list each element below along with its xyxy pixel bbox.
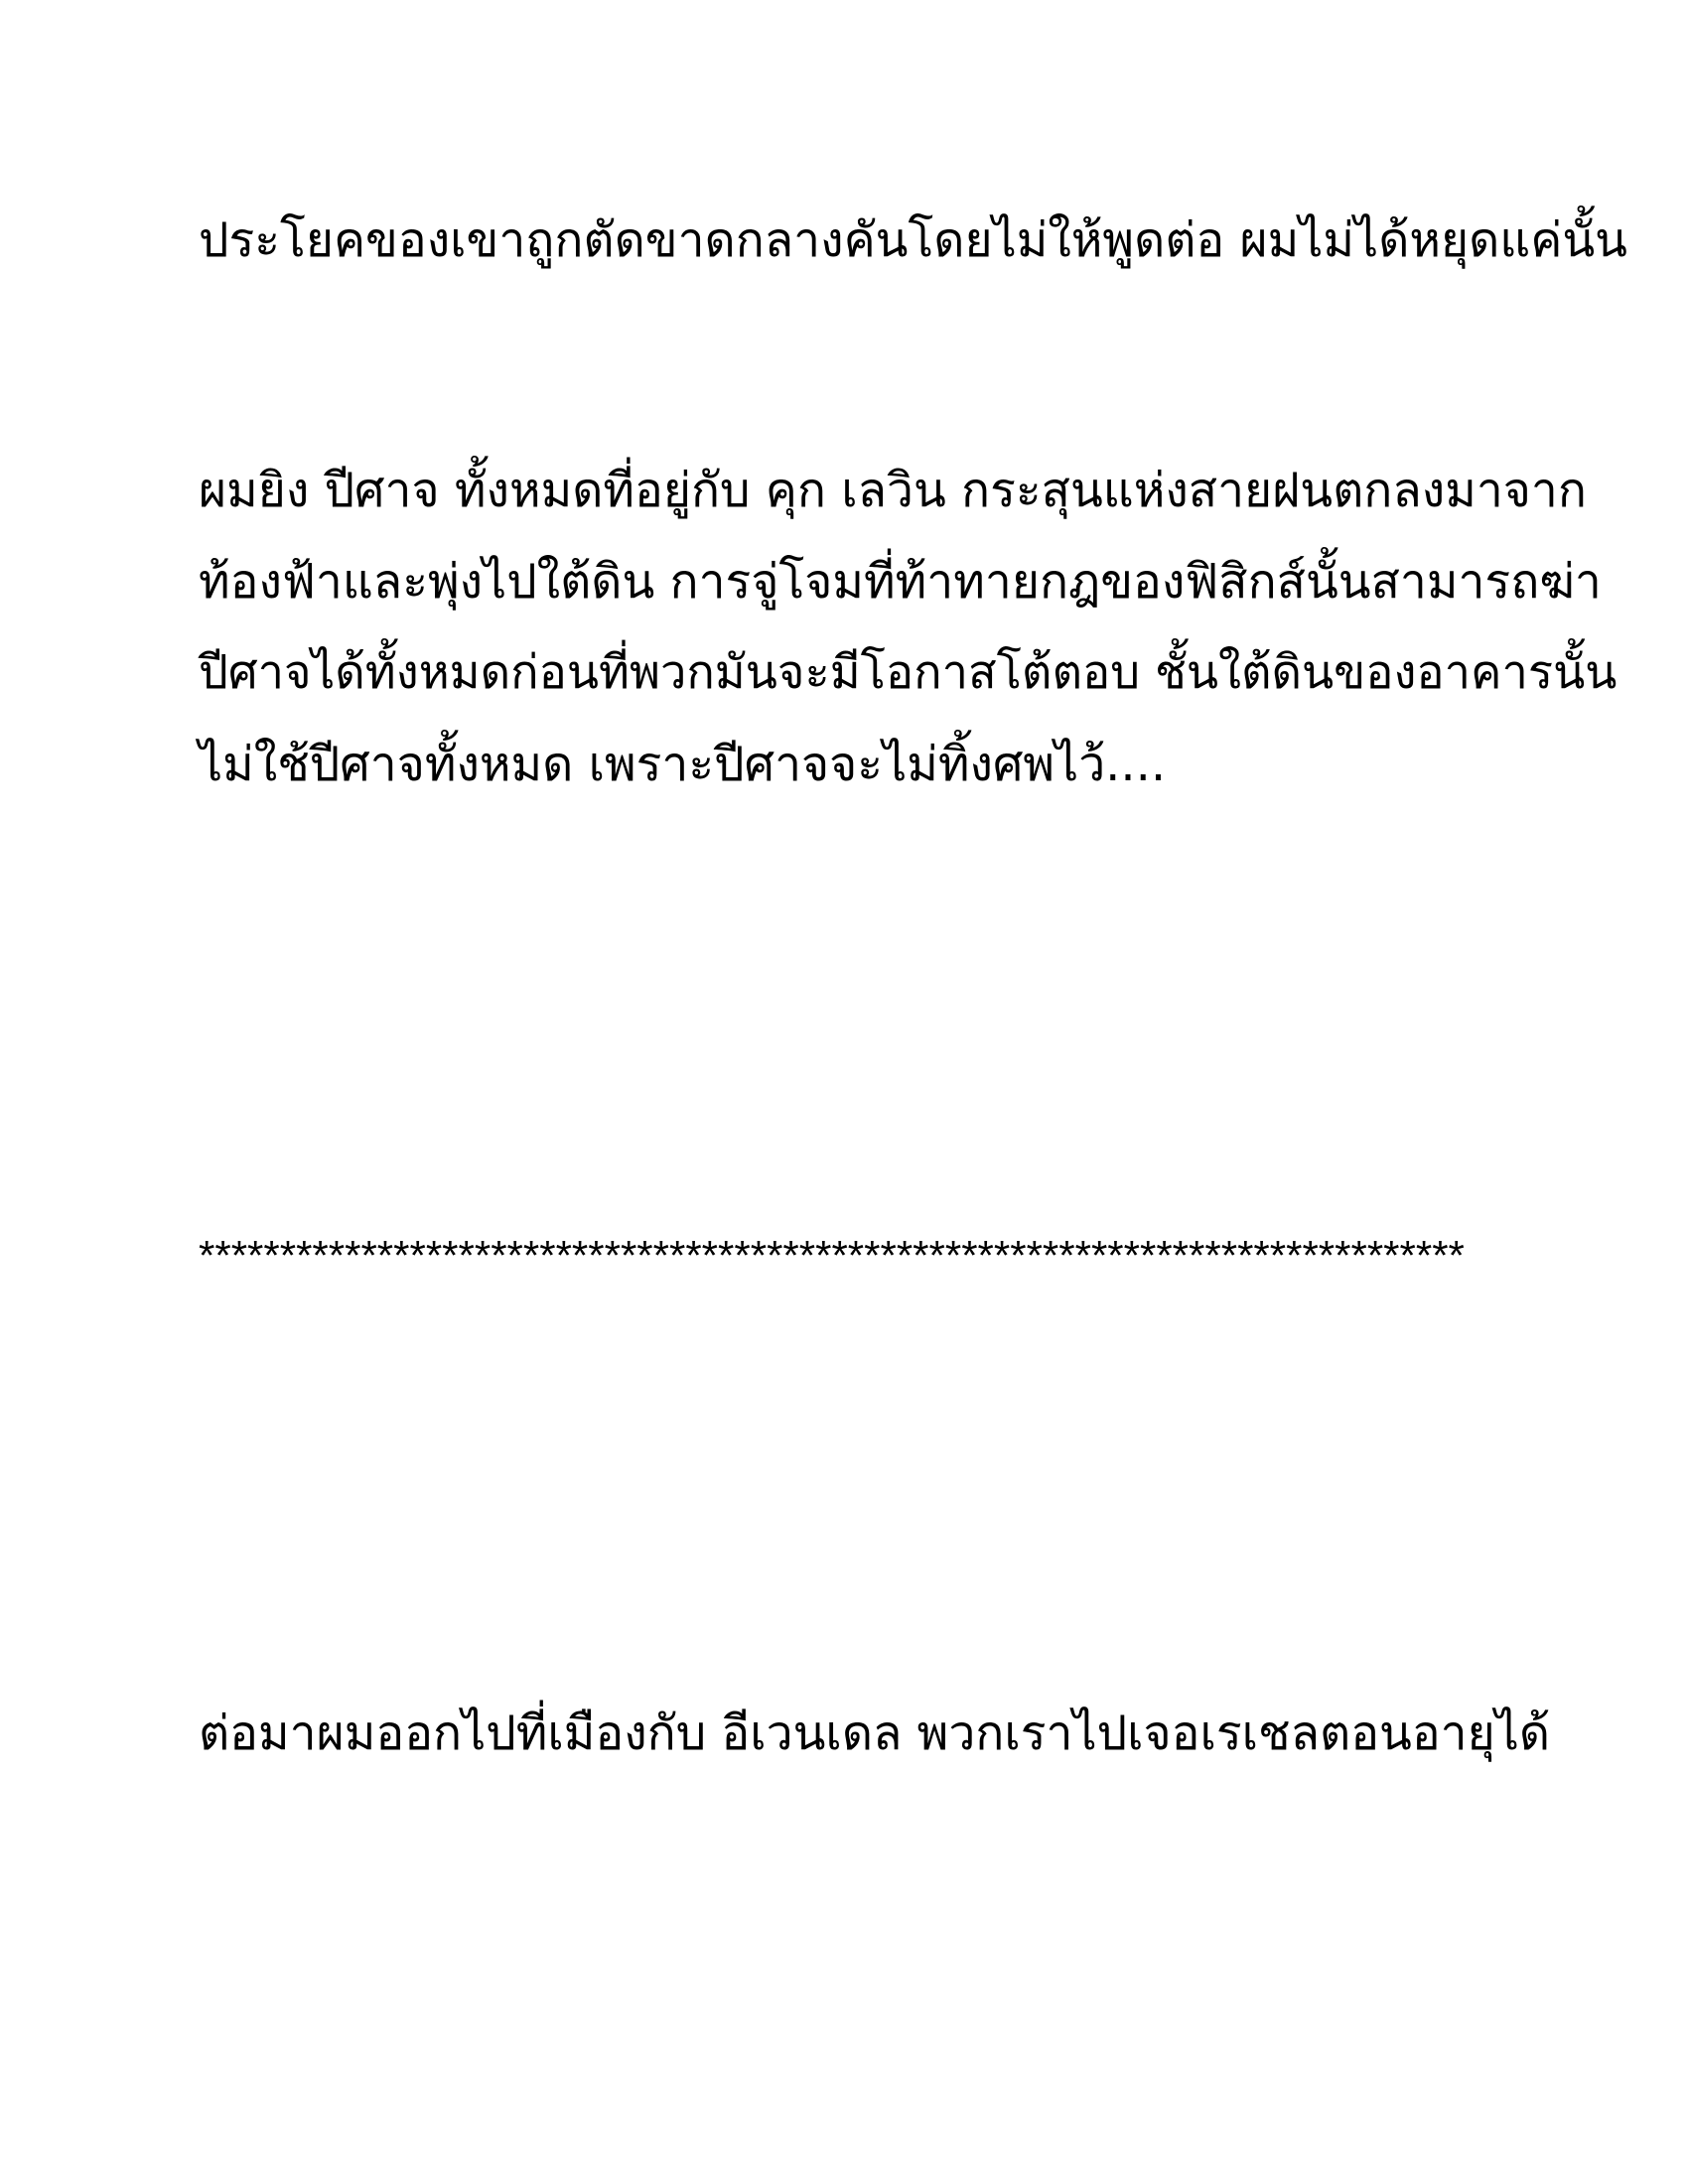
paragraph-3: ต่อมาผมออกไปที่เมืองกับ อีเวนเดล พวกเราไปเจอเรเชลตอนอายุได้: [199, 1706, 1551, 1761]
paragraph-2-line-4: ไม่ใช้ปีศาจทั้งหมด เพราะปีศาจจะไม่ทิ้งศพไว้....: [199, 737, 1167, 792]
paragraph-2-line-2: ท้องฟ้าและพุ่งไปใต้ดิน การจู่โจมที่ท้าทายกฎของฟิสิกส์นั้นสามารถฆ่า: [199, 554, 1602, 610]
paragraph-2-line-3: ปีศาจได้ทั้งหมดก่อนที่พวกมันจะมีโอกาสโต้ตอบ ชั้นใต้ดินของอาคารนั้น: [199, 645, 1618, 700]
paragraph-1: ประโยคของเขาถูกตัดขาดกลางคันโดยไม่ให้พูดต่อ ผมไม่ได้หยุดแค่นั้น: [199, 212, 1627, 268]
section-separator: ******************************************************************************: [199, 1232, 1465, 1279]
paragraph-2-line-1: ผมยิง ปีศาจ ทั้งหมดที่อยู่กับ คุก เลวิน กระสุนแห่งสายฝนตกลงมาจาก: [199, 463, 1587, 518]
